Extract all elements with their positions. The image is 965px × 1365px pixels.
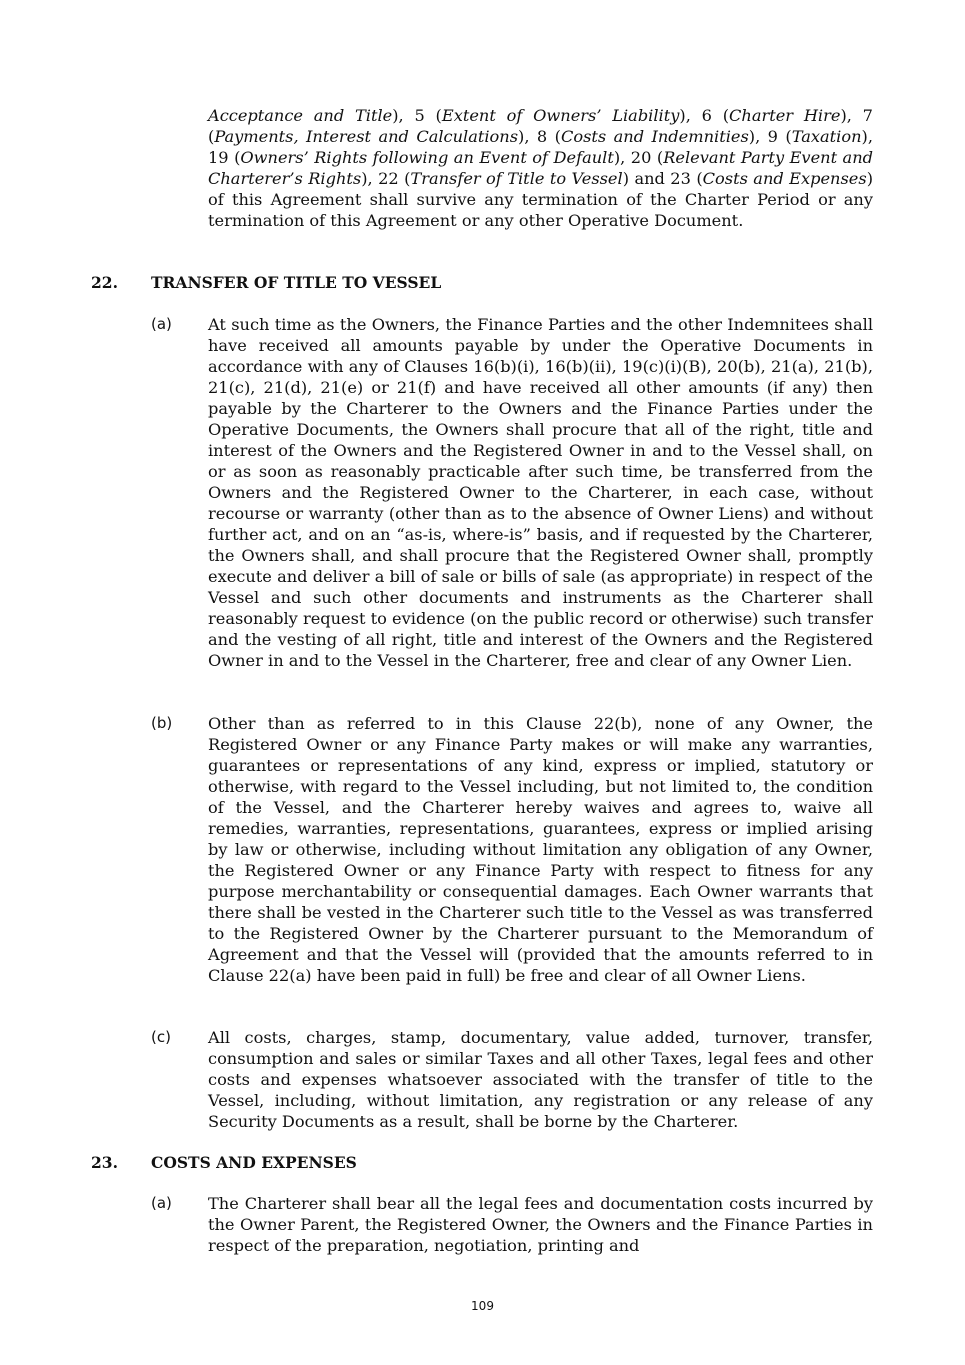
clause-22b-label: (b) bbox=[151, 714, 173, 732]
intro-text-segment: ), 5 ( bbox=[392, 106, 442, 125]
intro-text-segment: ), 6 ( bbox=[679, 106, 730, 125]
clause-reference-title: Owners’ Rights following an Event of Default bbox=[240, 148, 614, 167]
clause-22b-text: Other than as referred to in this Clause 22(b), none of any Owner, the Registered Owner or any Finance Party makes or will make any warranties, guarantees or representations of any kind, express or implied, statutory or otherwise, with regard to the Vessel including, but not limited to, the condition of the Vessel, and the Charterer hereby waives and agrees to, waive all remedies, warranties, representations, guarantees, express or implied arising by law or otherwise, including without limitation any obligation of any Owner, the Registered Owner or any Finance Party with respect to fitness for any purpose merchantability or consequential damages. Each Owner warrants that there shall be vested in the Charterer such title to the Vessel as was transferred to the Registered Owner by the Charterer pursuant to the Memorandum of Agreement and that the Vessel will (provided that the amounts referred to in Clause 22(a) have been paid in full) be free and clear of all Owner Liens. bbox=[208, 714, 873, 985]
intro-text-segment: ), 8 ( bbox=[518, 127, 561, 146]
clause-reference-title: Costs and Expenses bbox=[702, 169, 867, 188]
section-22-title: TRANSFER OF TITLE TO VESSEL bbox=[151, 273, 442, 292]
clause-23a-text: The Charterer shall bear all the legal fees and documentation costs incurred by the Owner Parent, the Registered Owner, the Owners and the Finance Parties in respect of the preparation, negotiation, printing and bbox=[208, 1194, 873, 1255]
section-23-title: COSTS AND EXPENSES bbox=[151, 1153, 357, 1172]
clause-22a-text: At such time as the Owners, the Finance Parties and the other Indemnitees shall have received all amounts payable by under the Operative Documents in accordance with any of Clauses 16(b)(i), 16(b)(ii), 19(c)(i)(B), 20(b), 21(a), 21(b), 21(c), 21(d), 21(e) or 21(f) and have received all other amounts (if any) then payable by the Charterer to the Owners and the Finance Parties under the Operative Documents, the Owners shall procure that all of the right, title and interest of the Owners and the Registered Owner in and to the Vessel shall, on or as soon as reasonably practicable after such time, be transferred from the Owners and the Registered Owner to the Charterer, in each case, without recourse or warranty (other than as to the absence of Owner Liens) and without further act, and on an “as-is, where-is” basis, and if requested by the Charterer, the Owners shall, and shall procure that the Registered Owner shall, promptly execute and deliver a bill of sale or bills of sale (as appropriate) in respect of the Vessel and such other documents and instruments as the Charterer shall reasonably request to evidence (on the public record or otherwise) such transfer and the vesting of all right, title and interest of the Owners and the Registered Owner in and to the Vessel in the Charterer, free and clear of any Owner Lien. bbox=[208, 315, 873, 670]
clause-reference-title: Taxation bbox=[791, 127, 862, 146]
clause-22a-label: (a) bbox=[151, 315, 172, 333]
clause-reference-title: Transfer of Title to Vessel bbox=[410, 169, 623, 188]
clause-reference-title: Extent of Owners’ Liability bbox=[441, 106, 680, 125]
clause-reference-title: Charter Hire bbox=[729, 106, 841, 125]
clause-22c-text: All costs, charges, stamp, documentary, value added, turnover, transfer, consumption and sales or similar Taxes and all other Taxes, legal fees and other costs and expenses whatsoever associated with the transfer of title to the Vessel, including, without limitation, any registration or any release of any Security Documents as a result, shall be borne by the Charterer. bbox=[208, 1028, 873, 1131]
intro-paragraph bbox=[208, 105, 873, 231]
intro-text-segment: ) and 23 ( bbox=[622, 169, 703, 188]
clause-reference-title: Costs and Indemnities bbox=[560, 127, 749, 146]
section-22-number: 22. bbox=[91, 273, 118, 292]
intro-text-segment: ), 19 ( bbox=[208, 127, 873, 167]
intro-text-segment: ), 9 ( bbox=[748, 127, 792, 146]
clause-reference-title: Relevant Party Event and Charterer’s Rights bbox=[208, 148, 873, 188]
clause-reference-title: Payments, Interest and Calculations bbox=[214, 127, 519, 146]
intro-text-segment: ) of this Agreement shall survive any termination of the Charter Period or any termination of this Agreement or any other Operative Document. bbox=[208, 169, 874, 230]
intro-text-segment: ), 22 ( bbox=[361, 169, 411, 188]
intro-text-segment: ), 7 ( bbox=[208, 106, 873, 146]
intro-text-segment: ), 20 ( bbox=[613, 148, 664, 167]
clause-reference-title: Acceptance and Title bbox=[208, 106, 393, 125]
clause-22c-label: (c) bbox=[151, 1028, 171, 1046]
section-23-number: 23. bbox=[91, 1153, 118, 1172]
page-number: 109 bbox=[471, 1299, 494, 1313]
clause-23a-label: (a) bbox=[151, 1194, 172, 1212]
